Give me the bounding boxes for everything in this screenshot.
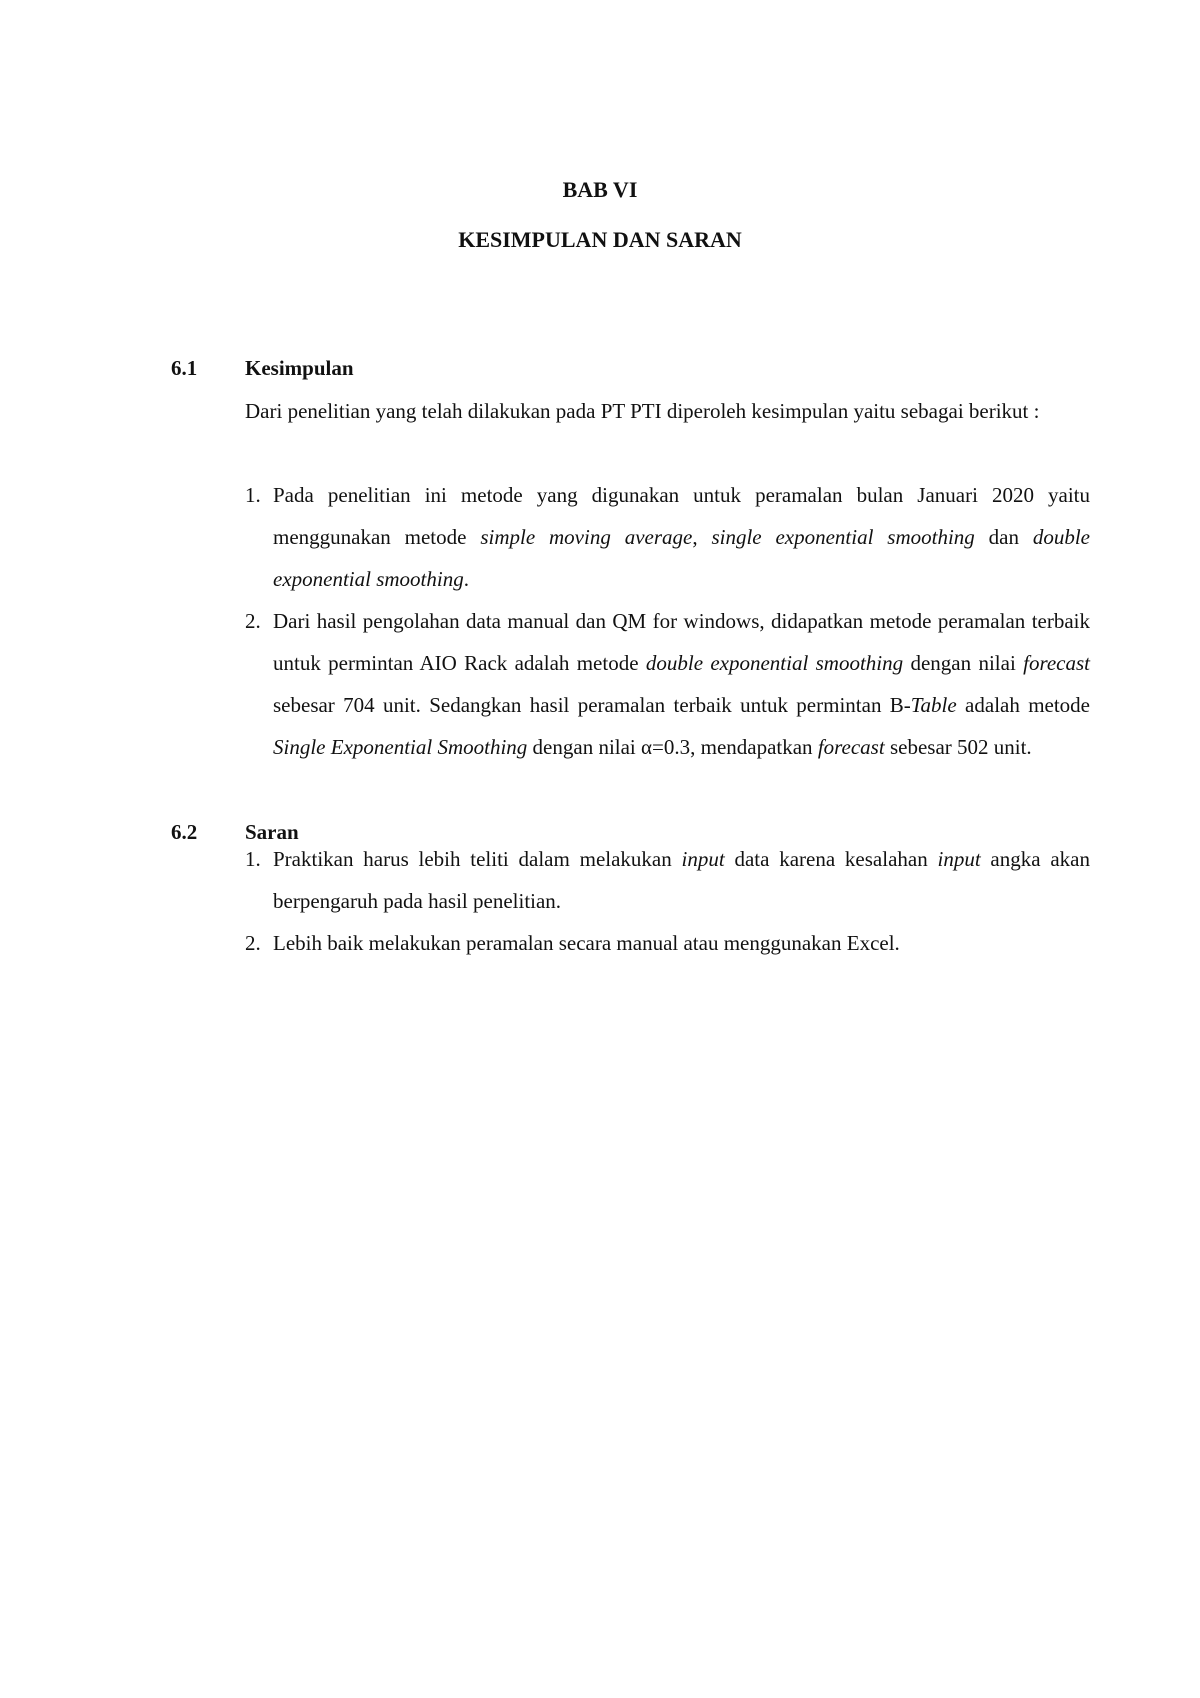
text-run: .: [463, 567, 469, 591]
list-item: [245, 922, 1090, 964]
text-run: dengan nilai: [903, 651, 1024, 675]
text-run: Pada penelitian ini metode yang digunakan untuk peramalan bulan Januari 2020 yaitu menggunakan metode: [273, 483, 1090, 549]
text-run: dengan nilai α=0.3, mendapatkan: [527, 735, 818, 759]
text-run: Lebih baik melakukan peramalan secara manual atau menggunakan Excel.: [273, 931, 900, 955]
chapter-title: KESIMPULAN DAN SARAN: [458, 227, 742, 252]
text-run: ,: [692, 525, 712, 549]
text-run: dan: [974, 525, 1033, 549]
section-number: 6.2: [171, 820, 198, 844]
italic-term: forecast: [1023, 651, 1090, 675]
text-run: Praktikan harus lebih teliti dalam melakukan: [273, 847, 682, 871]
text-run: angka akan berpengaruh pada hasil penelitian.: [273, 847, 1090, 913]
list-item: [245, 474, 1090, 600]
suggestion-list: [245, 838, 1090, 964]
section-title: Saran: [245, 820, 299, 844]
list-marker: 1.: [245, 483, 261, 507]
text-run: Dari hasil pengolahan data manual dan QM for windows, didapatkan metode peramalan terbaik untuk permintan AIO Rack adalah metode: [273, 609, 1090, 675]
list-item-text: [273, 474, 1090, 600]
italic-term: simple moving average: [480, 525, 693, 549]
italic-term: Table: [910, 693, 957, 717]
text-run: data karena kesalahan: [724, 847, 938, 871]
italic-term: input: [681, 847, 725, 871]
list-marker: 1.: [245, 847, 261, 871]
text-run: sebesar 704 unit. Sedangkan hasil peramalan terbaik untuk permintan B-: [273, 693, 911, 717]
text-run: adalah metode: [956, 693, 1091, 717]
section-heading-kesimpulan: [171, 354, 354, 382]
list-marker: 2.: [245, 609, 261, 633]
chapter-label: BAB VI: [562, 177, 638, 202]
section-title: Kesimpulan: [245, 356, 354, 380]
list-item: [245, 600, 1090, 768]
italic-term: double exponential smoothing: [645, 651, 904, 675]
text-run: sebesar 502 unit.: [884, 735, 1032, 759]
section-number: 6.1: [171, 356, 198, 380]
conclusion-list: [245, 474, 1090, 768]
italic-term: Single Exponential Smoothing: [273, 735, 528, 759]
list-marker: 2.: [245, 931, 261, 955]
list-item-text: [273, 838, 1090, 922]
italic-term: input: [937, 847, 981, 871]
italic-term: double exponential smoothing: [273, 525, 1090, 591]
list-item-text: [273, 922, 1090, 964]
intro-paragraph: Dari penelitian yang telah dilakukan pada PT PTI diperoleh kesimpulan yaitu sebagai berikut :: [245, 399, 1040, 423]
list-item: [245, 838, 1090, 922]
italic-term: single exponential smoothing: [711, 525, 975, 549]
italic-term: forecast: [817, 735, 885, 759]
list-item-text: [273, 600, 1090, 768]
